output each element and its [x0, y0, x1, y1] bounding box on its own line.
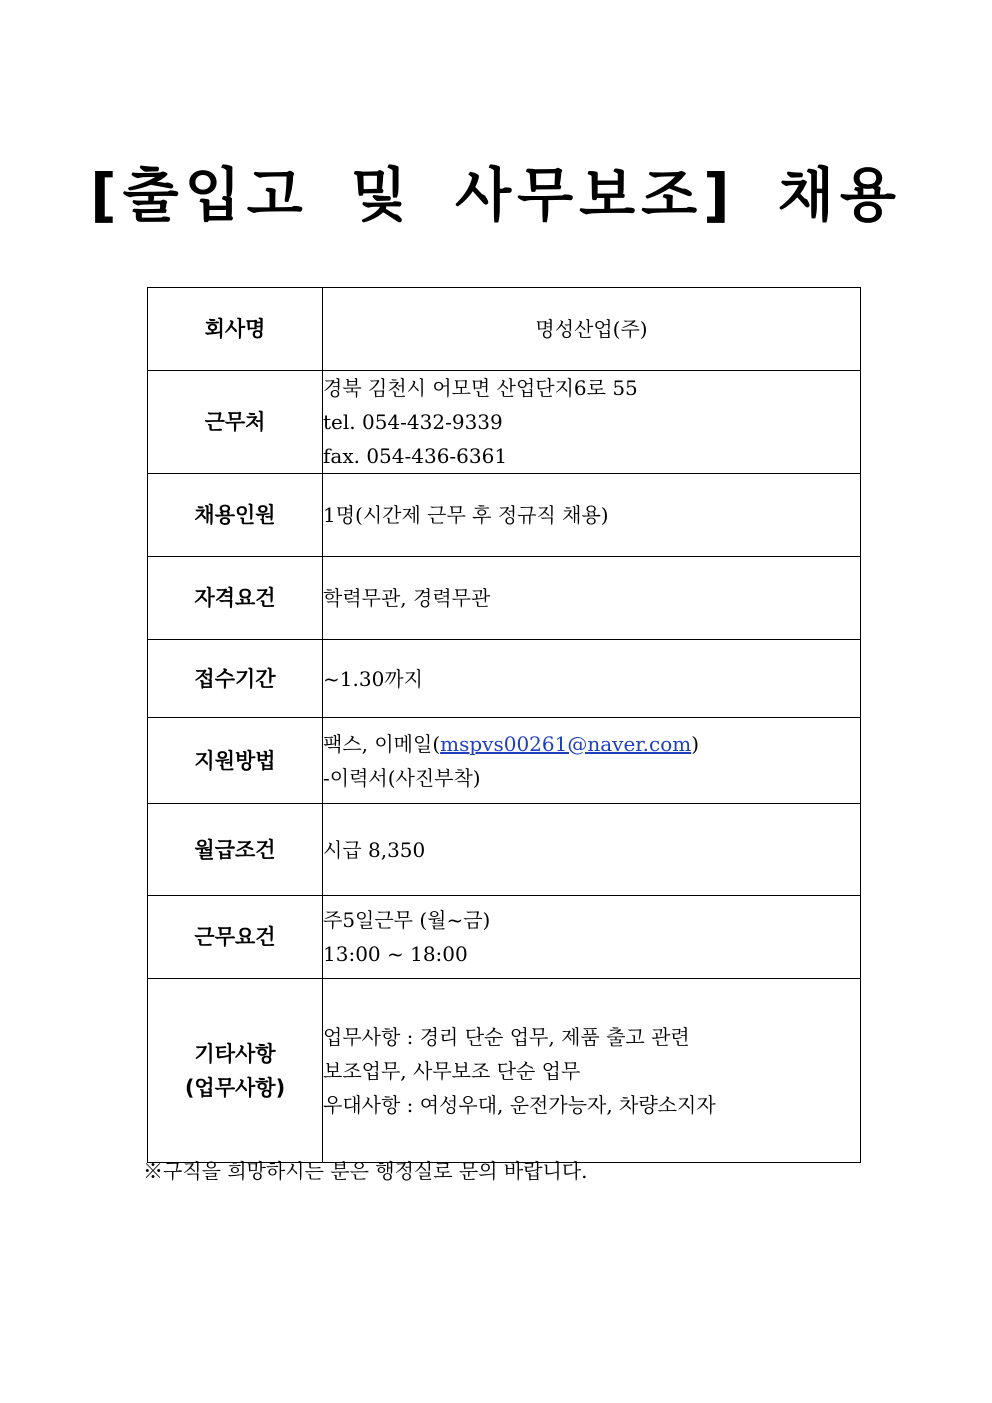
workplace-tel: tel. 054-432-9339 [323, 410, 503, 434]
salary-label: 월급조건 [148, 804, 323, 896]
method-line1 [323, 727, 860, 761]
conditions-value [323, 896, 861, 979]
etc-line3: 우대사항 : 여성우대, 운전가능자, 차량소지자 [323, 1092, 716, 1117]
table-row-qualification [148, 557, 861, 640]
etc-label [148, 979, 323, 1163]
table-row-method [148, 718, 861, 804]
workplace-label: 근무처 [148, 371, 323, 474]
qualification-value: 학력무관, 경력무관 [323, 557, 861, 640]
table-row-headcount [148, 474, 861, 557]
table-row-period [148, 640, 861, 718]
method-prefix: 팩스, 이메일( [323, 731, 441, 756]
footnote: ※구직을 희망하시는 분은 행정실로 문의 바랍니다. [143, 1159, 588, 1183]
etc-label-line1: 기타사항 [194, 1041, 276, 1066]
method-value [323, 718, 861, 804]
table-row-company [148, 288, 861, 371]
conditions-days: 주5일근무 (월~금) [323, 908, 491, 932]
email-link[interactable]: mspvs00261@naver.com [440, 731, 692, 756]
etc-label-line2: (업무사항) [184, 1075, 286, 1100]
method-line2: -이력서(사진부착) [323, 765, 481, 790]
job-posting-table [147, 287, 861, 1163]
headcount-label: 채용인원 [148, 474, 323, 557]
table-row-etc [148, 979, 861, 1163]
conditions-label: 근무요건 [148, 896, 323, 979]
method-label: 지원방법 [148, 718, 323, 804]
headcount-value: 1명(시간제 근무 후 정규직 채용) [323, 474, 861, 557]
company-label: 회사명 [148, 288, 323, 371]
workplace-value [323, 371, 861, 474]
workplace-fax: fax. 054-436-6361 [323, 444, 508, 468]
method-suffix: ) [691, 731, 700, 756]
workplace-address: 경북 김천시 어모면 산업단지6로 55 [323, 376, 638, 400]
etc-line2: 보조업무, 사무보조 단순 업무 [323, 1058, 581, 1083]
page-title: [출입고 및 사무보조] 채용 [90, 161, 902, 229]
period-label: 접수기간 [148, 640, 323, 718]
table-row-conditions [148, 896, 861, 979]
period-value: ~1.30까지 [323, 640, 861, 718]
salary-value: 시급 8,350 [323, 804, 861, 896]
table-row-workplace [148, 371, 861, 474]
etc-value [323, 979, 861, 1163]
company-value: 명성산업(주) [323, 288, 861, 371]
etc-line1: 업무사항 : 경리 단순 업무, 제품 출고 관련 [323, 1024, 690, 1049]
table-row-salary [148, 804, 861, 896]
conditions-hours: 13:00 ~ 18:00 [323, 942, 468, 966]
qualification-label: 자격요건 [148, 557, 323, 640]
